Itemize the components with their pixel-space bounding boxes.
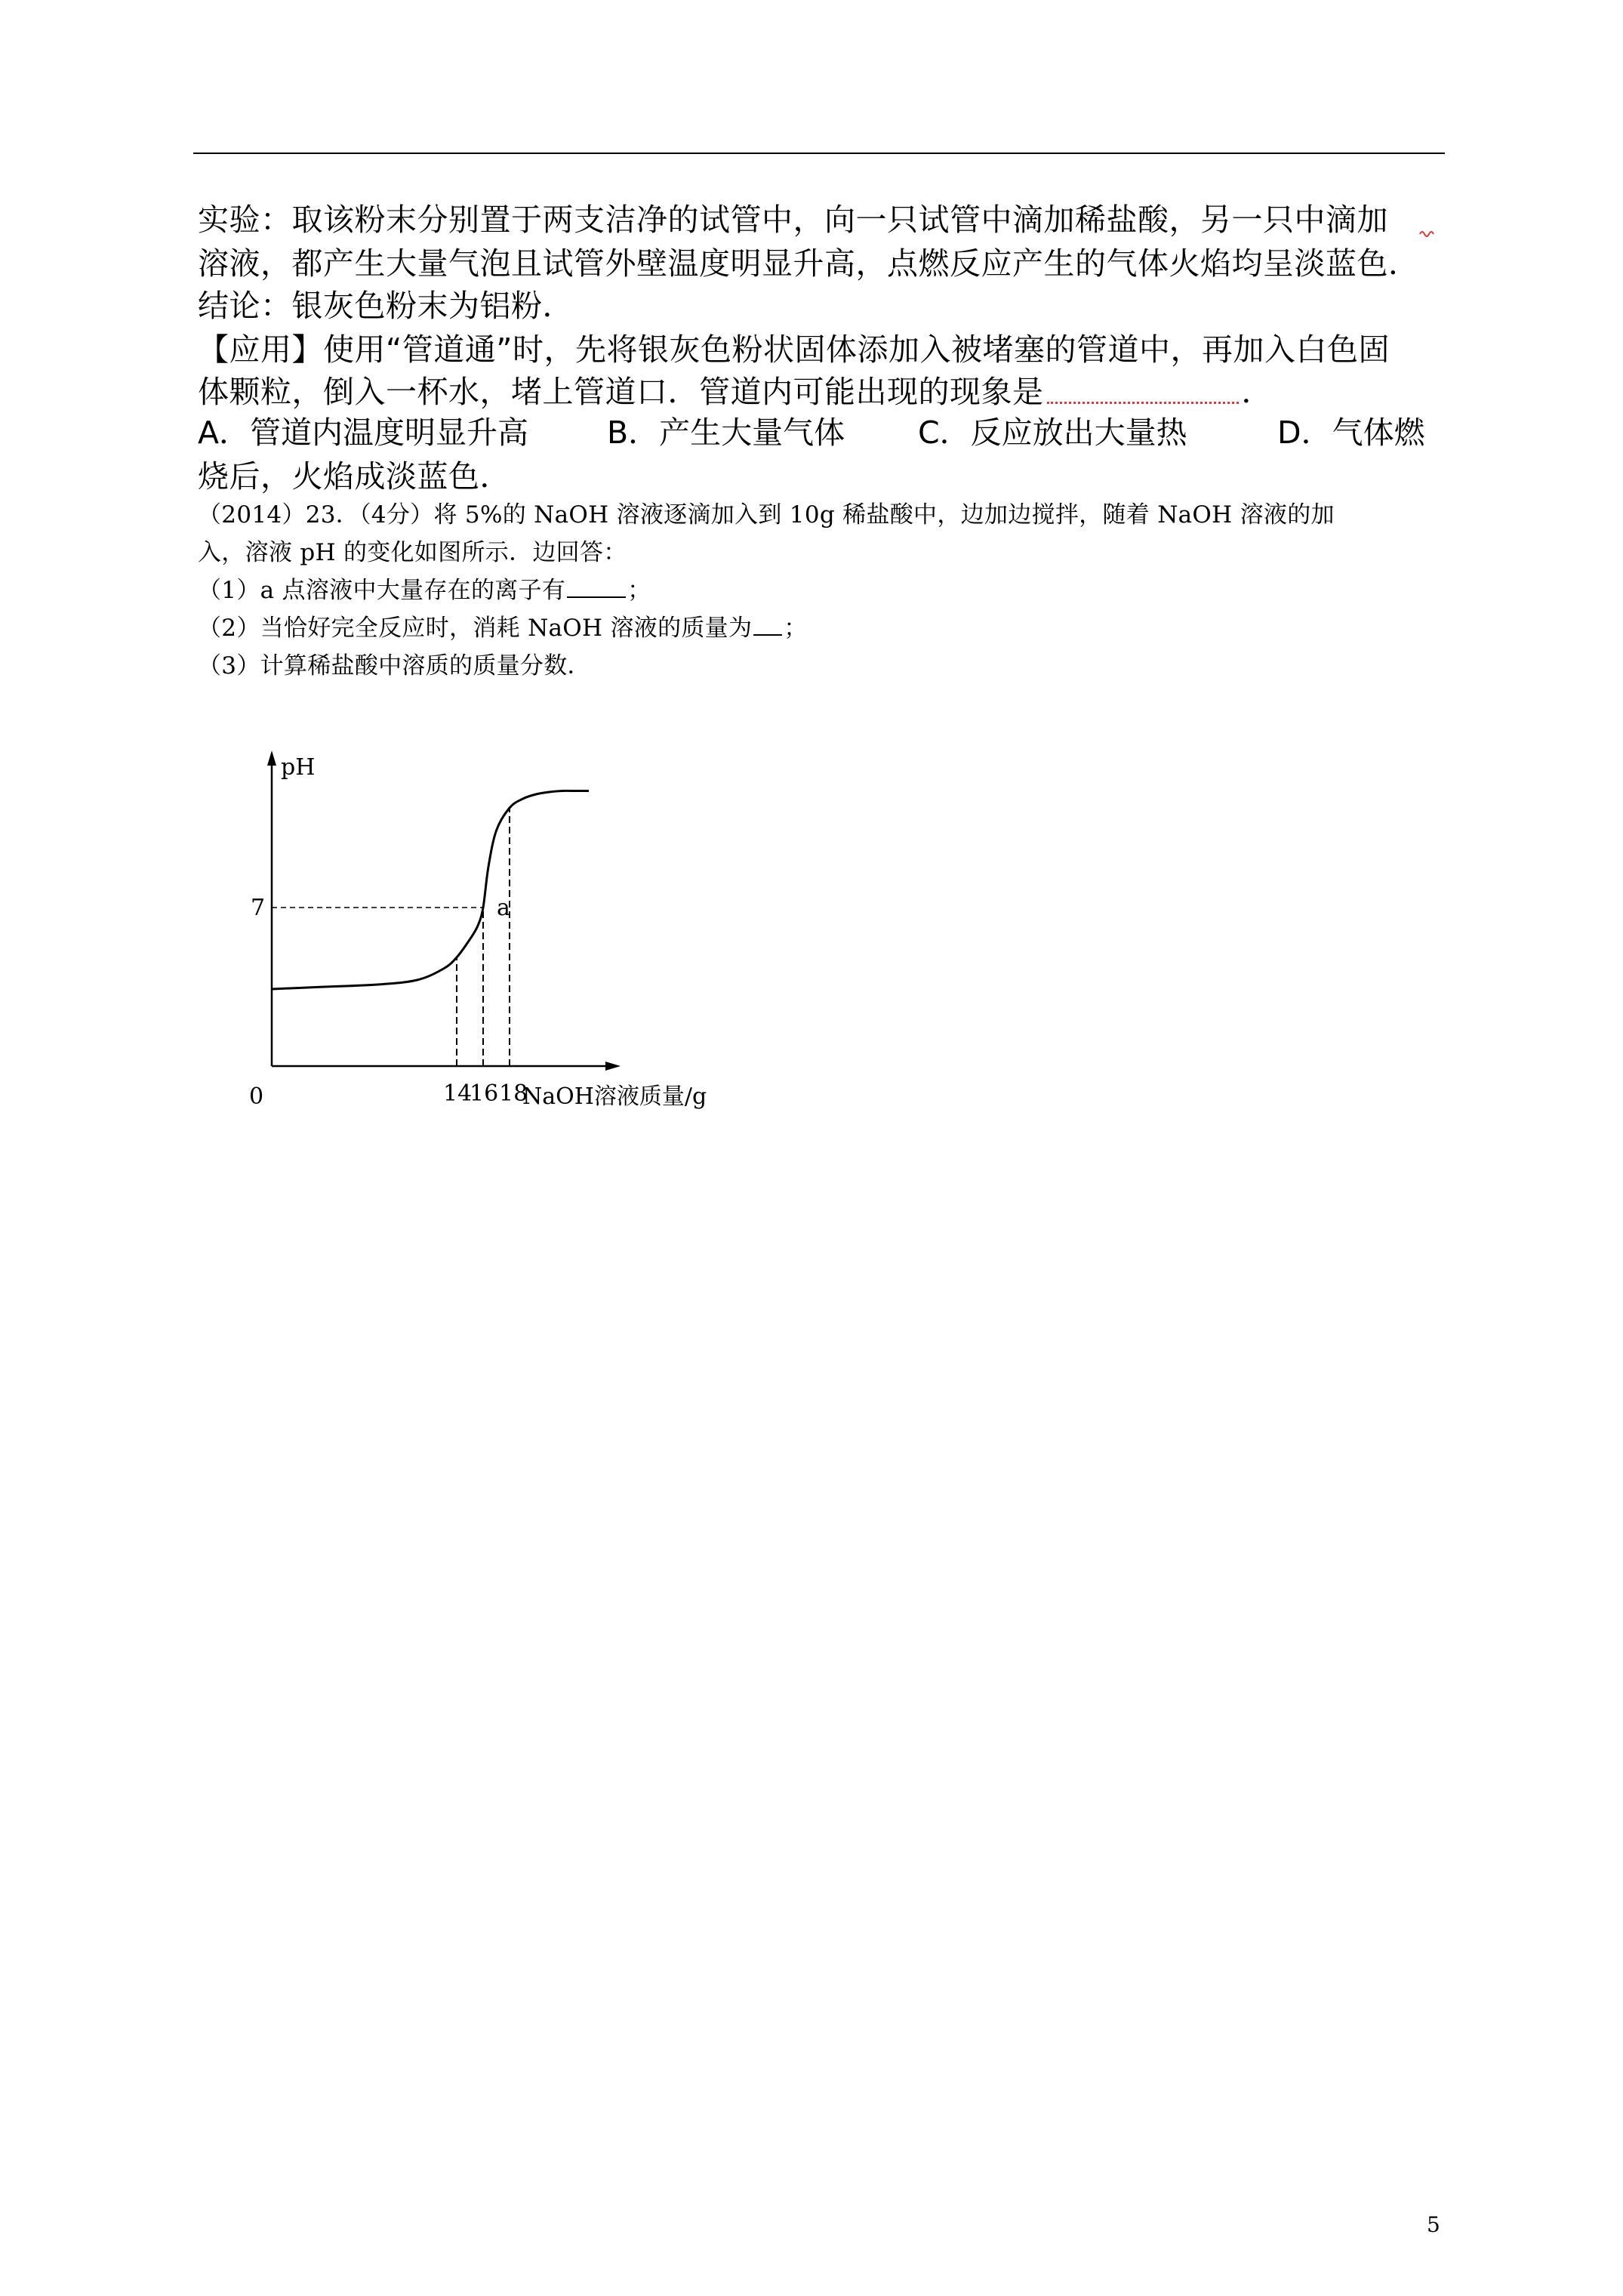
x-axis-arrow-icon <box>605 1062 621 1071</box>
point-a-label: a <box>497 895 510 921</box>
ph-curve <box>272 791 589 989</box>
sub-question-2 <box>198 609 808 643</box>
sub-question-2-text: （2）当恰好完全反应时，消耗 NaOH 溶液的质量为 <box>198 615 753 642</box>
x-axis-label: NaOH溶液质量/g <box>522 1083 707 1110</box>
option-d-continued: 烧后，火焰成淡蓝色． <box>198 458 511 495</box>
x-tick-label-18: 18 <box>499 1080 528 1107</box>
sub-question-1-end: ； <box>627 577 651 604</box>
option-a: A．管道内温度明显升高 <box>198 415 529 451</box>
option-d: D．气体燃 <box>1277 415 1425 451</box>
sub-question-1-text: （1）a 点溶液中大量存在的离子有 <box>198 577 566 604</box>
ph-chart <box>242 740 770 1133</box>
experiment-line-2: 溶液，都产生大量气泡且试管外壁温度明显升高，点燃反应产生的气体火焰均呈淡蓝色． <box>198 245 1420 282</box>
origin-label: 0 <box>249 1083 264 1110</box>
sub-question-2-end: ； <box>784 615 808 642</box>
spellcheck-wavy-icon <box>1419 228 1436 239</box>
conclusion-line: 结论：银灰色粉末为铝粉． <box>198 288 574 324</box>
application-line-2-text: 体颗粒，倒入一杯水，堵上管道口．管道内可能出现的现象是 <box>198 374 1044 410</box>
answer-blank <box>1047 396 1239 404</box>
application-line-1: 【应用】使用“管道通”时，先将银灰色粉状固体添加入被堵塞的管道中，再加入白色固 <box>198 331 1390 368</box>
answer-blank-2 <box>753 631 782 636</box>
option-c: C．反应放出大量热 <box>918 415 1187 451</box>
page-number: 5 <box>1427 2212 1440 2237</box>
y-axis-arrow-icon <box>267 750 276 766</box>
question-23-line-2: 入，溶液 pH 的变化如图所示．边回答： <box>198 539 627 566</box>
option-b: B．产生大量气体 <box>607 415 845 451</box>
experiment-line-1: 实验：取该粉末分别置于两支洁净的试管中，向一只试管中滴加稀盐酸，另一只中滴加 <box>198 202 1388 238</box>
header-rule <box>193 153 1445 154</box>
sub-question-1 <box>198 571 651 605</box>
x-tick-label-16: 16 <box>470 1080 499 1107</box>
answer-blank-1 <box>567 593 626 598</box>
application-line-2-end: ． <box>1241 374 1273 410</box>
x-tick-label-14: 14 <box>443 1080 473 1107</box>
question-23-line-1: （2014）23．（4分）将 5%的 NaOH 溶液逐滴加入到 10g 稀盐酸中，边加边搅拌，随着 NaOH 溶液的加 <box>198 501 1335 529</box>
y-tick-label-7: 7 <box>251 895 266 921</box>
sub-question-3: （3）计算稀盐酸中溶质的质量分数． <box>198 652 591 680</box>
application-line-2 <box>198 367 1273 411</box>
y-axis-label: pH <box>281 754 316 781</box>
